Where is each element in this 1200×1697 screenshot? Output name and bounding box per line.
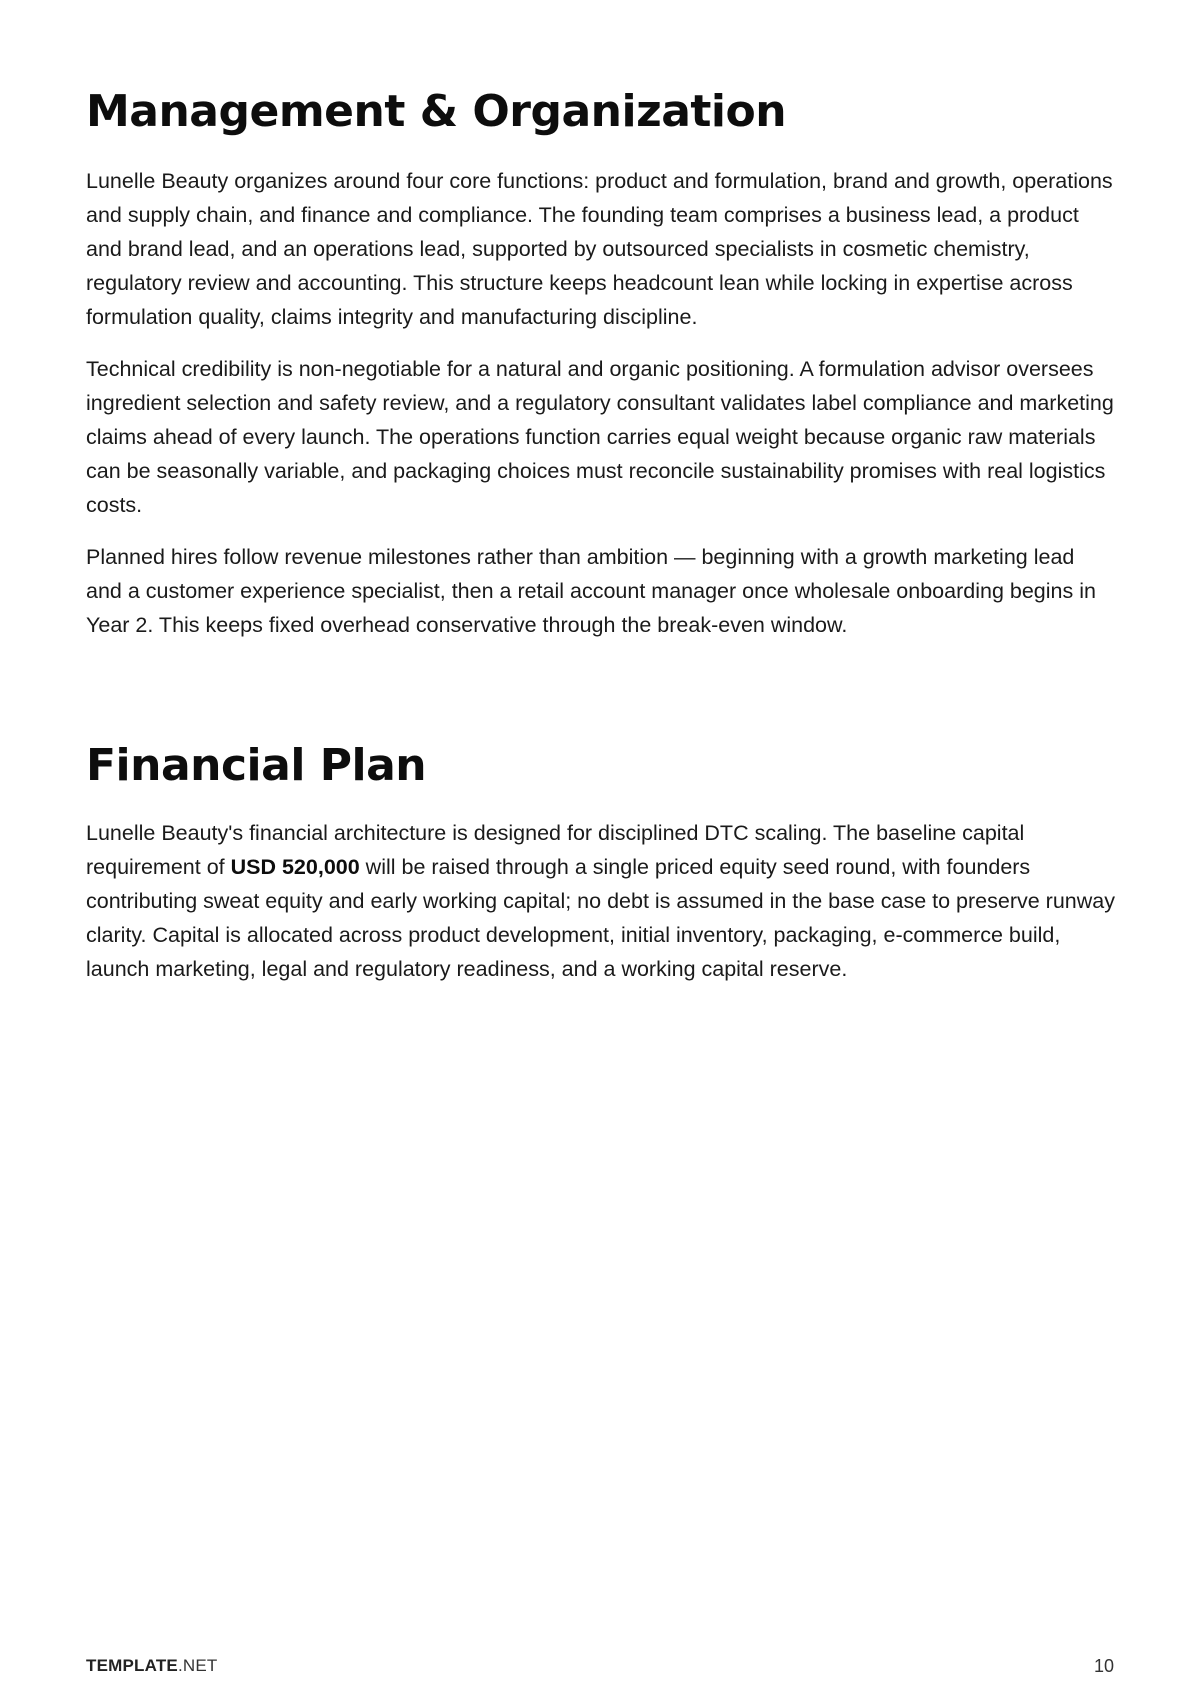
management-section: [86, 80, 1116, 642]
financial-heading: Financial Plan: [86, 740, 427, 791]
page-number: 10: [1093, 1655, 1114, 1676]
financial-paragraph: [86, 816, 1116, 986]
management-heading: Management & Organization: [86, 86, 787, 137]
brand-logo-light: .NET: [177, 1656, 218, 1675]
financial-section: [86, 734, 1116, 986]
financial-text-after: will be raised through a single priced equity seed round, with founders contributing sweat equity and early working capital; no debt is assumed in the base case to preserve runway clarity. Capital is allocated across product development, initial inventory, packaging, e-commerce build, launch marketing, legal and regulatory readiness, and a working capital reserve.: [86, 855, 1115, 981]
financial-text-before: Lunelle Beauty's financial architecture is designed for disciplined DTC scaling. The baseline capital requirement of: [86, 821, 1025, 879]
management-paragraph-1: Lunelle Beauty organizes around four core functions: product and formulation, brand and growth, operations and supply chain, and finance and compliance. The founding team comprises a business lead, a product and brand lead, and an operations lead, supported by outsourced specialists in cosmetic chemistry, regulatory review and accounting. This structure keeps headcount lean while locking in expertise across formulation quality, claims integrity and manufacturing discipline.: [86, 169, 1113, 329]
management-paragraph-2: Technical credibility is non-negotiable for a natural and organic positioning. A formulation advisor oversees ingredient selection and safety review, and a regulatory consultant validates label compliance and marketing claims ahead of every launch. The operations function carries equal weight because organic raw materials can be seasonally variable, and packaging choices must reconcile sustainability promises with real logistics costs.: [86, 357, 1114, 517]
management-paragraph-3: Planned hires follow revenue milestones rather than ambition — beginning with a growth marketing lead and a customer experience specialist, then a retail account manager once wholesale onboarding begins in Year 2. This keeps fixed overhead conservative through the break-even window.: [86, 545, 1096, 637]
brand-logo: [86, 1656, 217, 1676]
page-content: [86, 80, 1116, 986]
page-footer: [86, 1654, 1114, 1678]
capital-requirement-amount: USD 520,000: [230, 855, 360, 879]
brand-logo-strong: TEMPLATE: [86, 1656, 178, 1675]
